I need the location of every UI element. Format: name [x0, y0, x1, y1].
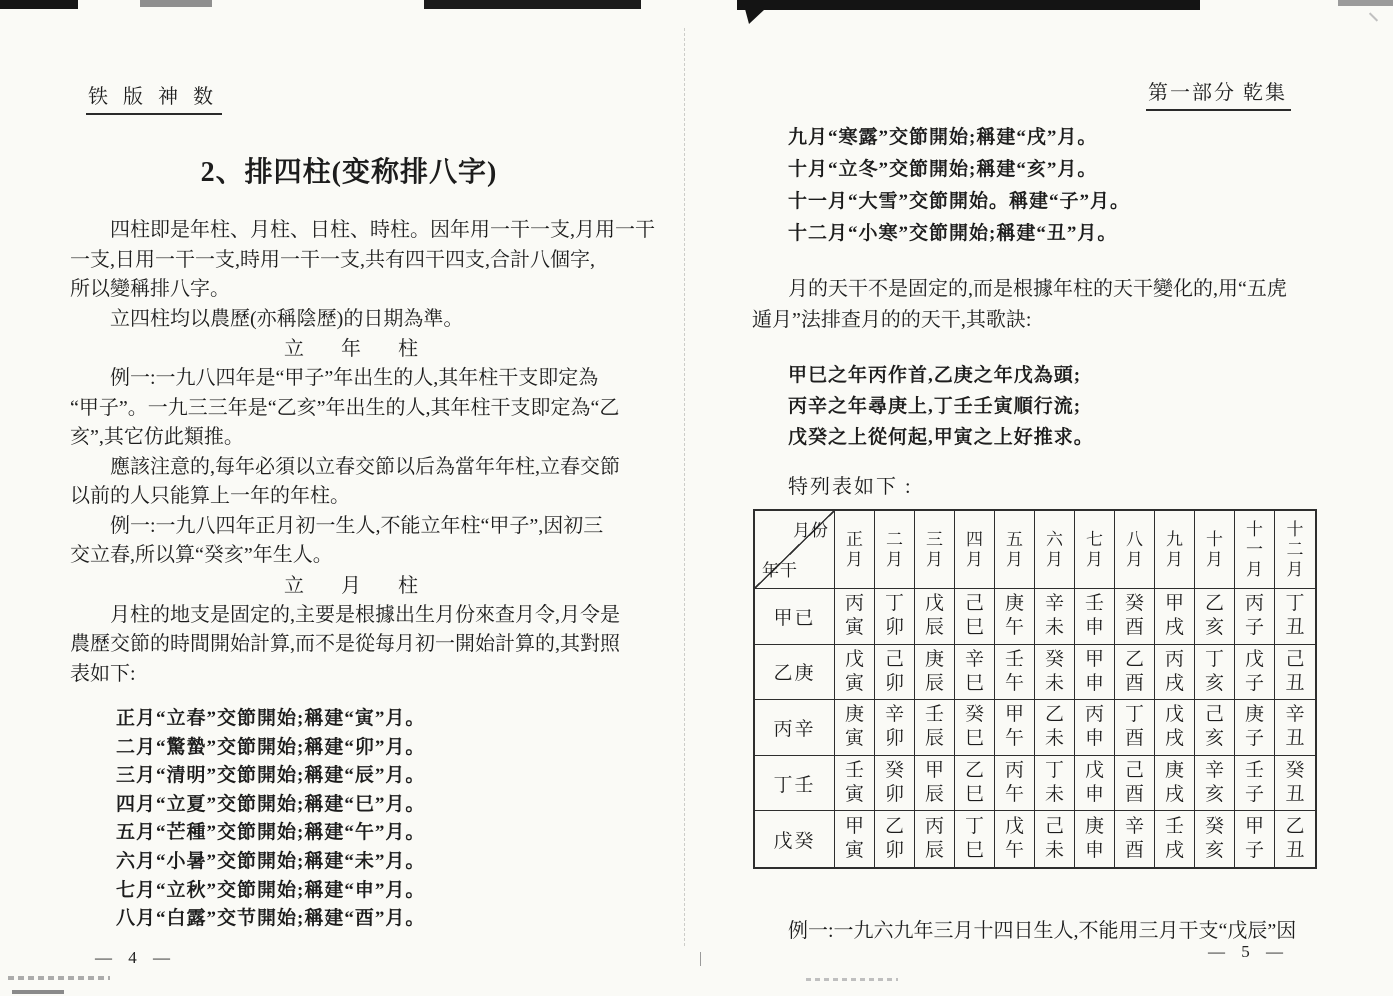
ganzhi-cell: 癸 巳: [955, 700, 995, 756]
book-binding-line: [684, 28, 685, 946]
text-line: 表如下:: [70, 662, 136, 685]
ganzhi-cell: 乙 酉: [1115, 645, 1155, 701]
scan-edge-artifact: [140, 0, 212, 7]
text-line: 立四柱均以農歷(亦稱陰歷)的日期為準。: [110, 307, 464, 330]
month-rule-line: 九月“寒露”交節開始;稱建“戌”月。: [788, 127, 1098, 148]
text-line: 例一:一九八四年正月初一生人,不能立年柱“甲子”,因初三: [110, 514, 604, 537]
scan-bottom-smudge: [12, 990, 64, 994]
month-rule-line: 十二月“小寒”交節開始;稱建“丑”月。: [788, 223, 1118, 244]
year-stem-cell: 丁壬: [755, 756, 835, 812]
ganzhi-cell: 辛 亥: [1195, 756, 1235, 812]
ganzhi-cell: 丙 申: [1075, 700, 1115, 756]
table-corner-cell: [755, 511, 835, 589]
ganzhi-cell: 丙 辰: [915, 811, 955, 867]
subheading-year-pillar: 立 年 柱: [284, 338, 434, 360]
ganzhi-cell: 甲 子: [1235, 811, 1275, 867]
text-line: 一支,日用一干一支,時用一干一支,共有四干四支,合計八個字,: [70, 248, 595, 271]
month-header-cell: 正 月: [835, 511, 875, 589]
month-rule-line: 二月“驚蟄”交節開始;稱建“卯”月。: [116, 736, 426, 758]
subheading-month-pillar: 立 月 柱: [284, 574, 434, 597]
text-line: “甲子”。一九三三年是“乙亥”年出生的人,其年柱干支即定為“乙: [70, 396, 620, 419]
ganzhi-cell: 戊 申: [1075, 756, 1115, 812]
month-header-cell: 三 月: [915, 511, 955, 589]
ganzhi-cell: 壬 辰: [915, 700, 955, 756]
ganzhi-cell: 癸 酉: [1115, 589, 1155, 645]
ganzhi-cell: 乙 卯: [875, 811, 915, 867]
ganzhi-cell: 癸 卯: [875, 756, 915, 812]
ganzhi-cell: 庚 午: [995, 589, 1035, 645]
right-paragraph: [752, 274, 1304, 336]
scan-edge-artifact: [0, 0, 78, 9]
ganzhi-cell: 壬 子: [1235, 756, 1275, 812]
ganzhi-cell: 戊 午: [995, 811, 1035, 867]
month-header-cell: 四 月: [955, 511, 995, 589]
ganzhi-cell: 丙 寅: [835, 589, 875, 645]
month-header-cell: 十 月: [1195, 511, 1235, 589]
ganzhi-cell: 丙 午: [995, 756, 1035, 812]
right-running-header: 第一部分 乾集: [1146, 76, 1291, 111]
ganzhi-cell: 丁 酉: [1115, 700, 1155, 756]
month-rule-line: 正月“立春”交節開始;稱建“寅”月。: [116, 708, 426, 729]
ganzhi-cell: 戊 辰: [915, 589, 955, 645]
table-intro: 特列表如下 :: [788, 476, 913, 498]
ganzhi-cell: 癸 未: [1035, 645, 1075, 701]
scan-ink-blob: [745, 9, 765, 24]
ganzhi-cell: 甲 辰: [915, 756, 955, 812]
section-title: 2、排四柱(变称排八字): [200, 157, 498, 188]
page-number-right: — 5 —: [1208, 942, 1289, 961]
text-line: 四柱即是年柱、月柱、日柱、時柱。因年用一干一支,月用一干: [110, 219, 655, 241]
month-rule-line: 七月“立秋”交節開始;稱建“申”月。: [116, 879, 426, 901]
text-line: 以前的人只能算上一年的年柱。: [70, 485, 350, 507]
ganzhi-cell: 丁 卯: [875, 589, 915, 645]
ganzhi-cell: 甲 寅: [835, 811, 875, 867]
ganzhi-cell: 壬 申: [1075, 589, 1115, 645]
ganzhi-cell: 辛 巳: [955, 645, 995, 701]
verse-line: 丙辛之年尋庚上,丁壬壬寅順行流;: [788, 396, 1082, 417]
month-header-cell: 六 月: [1035, 511, 1075, 589]
ganzhi-cell: 丙 戌: [1155, 645, 1195, 701]
ganzhi-cell: 壬 午: [995, 645, 1035, 701]
corner-label-year-stem: 年干: [762, 561, 798, 580]
ganzhi-cell: 辛 未: [1035, 589, 1075, 645]
wuhu-verse: [788, 360, 1094, 453]
ganzhi-cell: 庚 寅: [835, 700, 875, 756]
scan-bottom-smudge: [806, 978, 898, 981]
ganzhi-cell: 乙 巳: [955, 756, 995, 812]
ganzhi-cell: 庚 辰: [915, 645, 955, 701]
scan-corner-mark: [1369, 12, 1378, 21]
ganzhi-cell: 癸 丑: [1275, 756, 1315, 812]
month-header-cell: 九 月: [1155, 511, 1195, 589]
text-line: 亥”,其它仿此類推。: [70, 426, 244, 448]
scan-edge-artifact: [737, 0, 1200, 10]
month-header-cell: 八 月: [1115, 511, 1155, 589]
ganzhi-cell: 丁 亥: [1195, 645, 1235, 701]
ganzhi-cell: 庚 子: [1235, 700, 1275, 756]
ganzhi-cell: 乙 未: [1035, 700, 1075, 756]
ganzhi-cell: 癸 亥: [1195, 811, 1235, 867]
ganzhi-cell: 己 未: [1035, 811, 1075, 867]
month-rule-line: 五月“芒種”交節開始;稱建“午”月。: [116, 822, 426, 844]
year-stem-cell: 甲已: [755, 589, 835, 645]
ganzhi-cell: 戊 戌: [1155, 700, 1195, 756]
ganzhi-cell: 丁 丑: [1275, 589, 1315, 645]
ganzhi-cell: 戊 寅: [835, 645, 875, 701]
ganzhi-cell: 丙 子: [1235, 589, 1275, 645]
verse-line: 戊癸之上從何起,甲寅之上好推求。: [788, 427, 1094, 448]
ganzhi-cell: 辛 丑: [1275, 700, 1315, 756]
month-header-cell: 二 月: [875, 511, 915, 589]
ganzhi-cell: 己 巳: [955, 589, 995, 645]
month-rule-line: 十月“立冬”交節開始;稱建“亥”月。: [788, 159, 1098, 180]
ganzhi-cell: 己 卯: [875, 645, 915, 701]
year-stem-cell: 丙辛: [755, 700, 835, 756]
ganzhi-cell: 壬 寅: [835, 756, 875, 812]
scan-bottom-smudge: [8, 976, 110, 980]
text-line: 遁月”法排查月的的天干,其歌訣:: [752, 309, 1032, 331]
month-rule-line: 十一月“大雪”交節開始。稱建“子”月。: [788, 191, 1131, 212]
month-rule-list-continued: [788, 122, 1130, 250]
text-line: 交立春,所以算“癸亥”年生人。: [70, 544, 333, 566]
text-line: 應該注意的,每年必須以立春交節以后為當年年柱,立春交節: [110, 455, 620, 478]
text-line: 月的天干不是固定的,而是根據年柱的天干變化的,用“五虎: [788, 278, 1287, 300]
verse-line: 甲巳之年丙作首,乙庚之年戊為頭;: [788, 365, 1082, 386]
scan-bottom-tick: [700, 952, 701, 966]
scan-edge-artifact: [424, 0, 641, 9]
text-line: 所以變稱排八字。: [70, 278, 230, 300]
text-line: 月柱的地支是固定的,主要是根據出生月份來查月令,月令是: [110, 603, 620, 626]
ganzhi-cell: 丁 未: [1035, 756, 1075, 812]
month-rule-list: [70, 705, 632, 934]
scan-edge-artifact: [1338, 0, 1393, 6]
month-header-cell: 五 月: [995, 511, 1035, 589]
ganzhi-cell: 乙 丑: [1285, 816, 1305, 862]
ganzhi-cell: 乙 亥: [1195, 589, 1235, 645]
month-header-cell: 十 一 月: [1235, 511, 1275, 589]
text-line: 農歷交節的時間開始計算,而不是從每月初一開始計算的,其對照: [70, 633, 620, 655]
year-stem-cell: 乙庚: [755, 645, 835, 701]
ganzhi-cell: 戊 子: [1235, 645, 1275, 701]
left-running-header: 铁 版 神 数: [86, 80, 222, 115]
ganzhi-cell: 己 丑: [1275, 645, 1315, 701]
year-stem-cell: 戊癸: [755, 811, 835, 867]
month-header-cell: 七 月: [1075, 511, 1115, 589]
ganzhi-cell: 庚 申: [1075, 811, 1115, 867]
month-rule-line: 三月“清明”交節開始;稱建“辰”月。: [116, 765, 426, 787]
ganzhi-cell: 丁 巳: [955, 811, 995, 867]
ganzhi-cell: 甲 午: [995, 700, 1035, 756]
month-header-cell: 十 二 月: [1275, 511, 1315, 589]
corner-label-month: 月份: [793, 521, 829, 540]
left-page-body: [70, 216, 655, 934]
month-rule-line: 四月“立夏”交節開始;稱建“巳”月。: [116, 793, 426, 815]
ganzhi-cell: 壬 戌: [1155, 811, 1195, 867]
text-line: 例一:一九八四年是“甲子”年出生的人,其年柱干支即定為: [110, 367, 599, 389]
page-number-left: — 4 —: [95, 948, 176, 967]
ganzhi-cell: 辛 酉: [1115, 811, 1155, 867]
ganzhi-cell: 庚 戌: [1155, 756, 1195, 812]
month-rule-line: 八月“白露”交节開始;稱建“酉”月。: [116, 908, 426, 930]
ganzhi-cell: 己 酉: [1115, 756, 1155, 812]
ganzhi-cell: 辛 卯: [875, 700, 915, 756]
ganzhi-cell: 甲 戌: [1155, 589, 1195, 645]
ganzhi-cell: 己 亥: [1195, 700, 1235, 756]
wuhu-dunyue-table: [753, 509, 1317, 869]
example-line: 例一:一九六九年三月十四日生人,不能用三月干支“戊辰”因: [788, 920, 1297, 942]
month-rule-line: 六月“小暑”交節開始;稱建“未”月。: [116, 850, 426, 872]
ganzhi-cell: 甲 申: [1075, 645, 1115, 701]
